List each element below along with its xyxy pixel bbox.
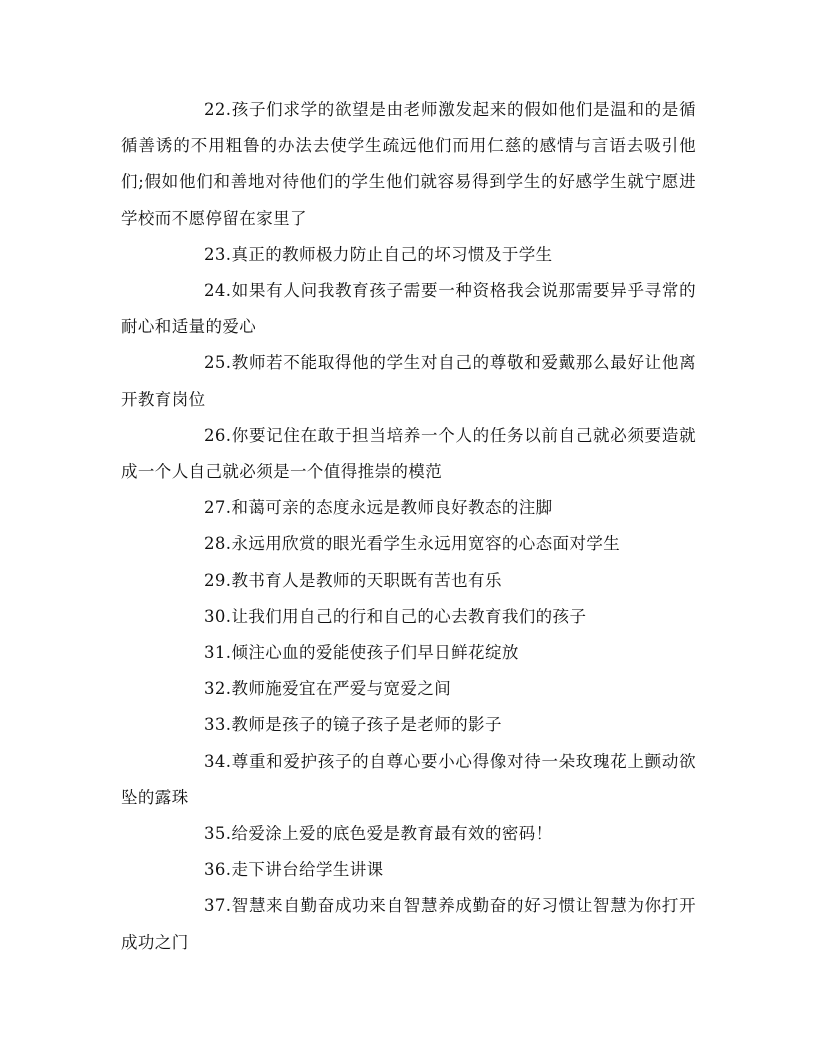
paragraph-28: 28.永远用欣赏的眼光看学生永远用宽容的心态面对学生 [204, 534, 621, 554]
paragraph-33: 33.教师是孩子的镜子孩子是老师的影子 [204, 715, 502, 735]
paragraph-22: 22.孩子们求学的欲望是由老师激发起来的假如他们是温和的是循循善诱的不用粗鲁的办法去使学生疏远他们而用仁慈的感情与言语去吸引他们;假如他们和善地对待他们的学生他们就容易得到学生的好感学生就宁愿进学校而不愿停留在家里了 [121, 100, 696, 228]
paragraph-34: 34.尊重和爱护孩子的自尊心要小心得像对待一朵玫瑰花上颤动欲坠的露珠 [121, 751, 696, 807]
paragraph-36: 36.走下讲台给学生讲课 [204, 860, 384, 880]
paragraph-29: 29.教书育人是教师的天职既有苦也有乐 [204, 570, 502, 590]
paragraph-23: 23.真正的教师极力防止自己的坏习惯及于学生 [204, 244, 553, 264]
document-body [121, 92, 696, 961]
paragraph-24: 24.如果有人问我教育孩子需要一种资格我会说那需要异乎寻常的耐心和适量的爱心 [121, 281, 696, 337]
paragraph-35: 35.给爱涂上爱的底色爱是教育最有效的密码！ [204, 824, 553, 844]
paragraph-32: 32.教师施爱宜在严爱与宽爱之间 [204, 679, 452, 699]
paragraph-30: 30.让我们用自己的行和自己的心去教育我们的孩子 [204, 606, 587, 626]
paragraph-26: 26.你要记住在敢于担当培养一个人的任务以前自己就必须要造就成一个人自己就必须是一个值得推崇的模范 [121, 425, 696, 482]
paragraph-27: 27.和蔼可亲的态度永远是教师良好教态的注脚 [204, 498, 553, 518]
paragraph-31: 31.倾注心血的爱能使孩子们早日鲜花绽放 [204, 643, 519, 663]
paragraph-25: 25.教师若不能取得他的学生对自己的尊敬和爱戴那么最好让他离开教育岗位 [121, 353, 696, 409]
paragraph-37: 37.智慧来自勤奋成功来自智慧养成勤奋的好习惯让智慧为你打开成功之门 [121, 896, 696, 952]
